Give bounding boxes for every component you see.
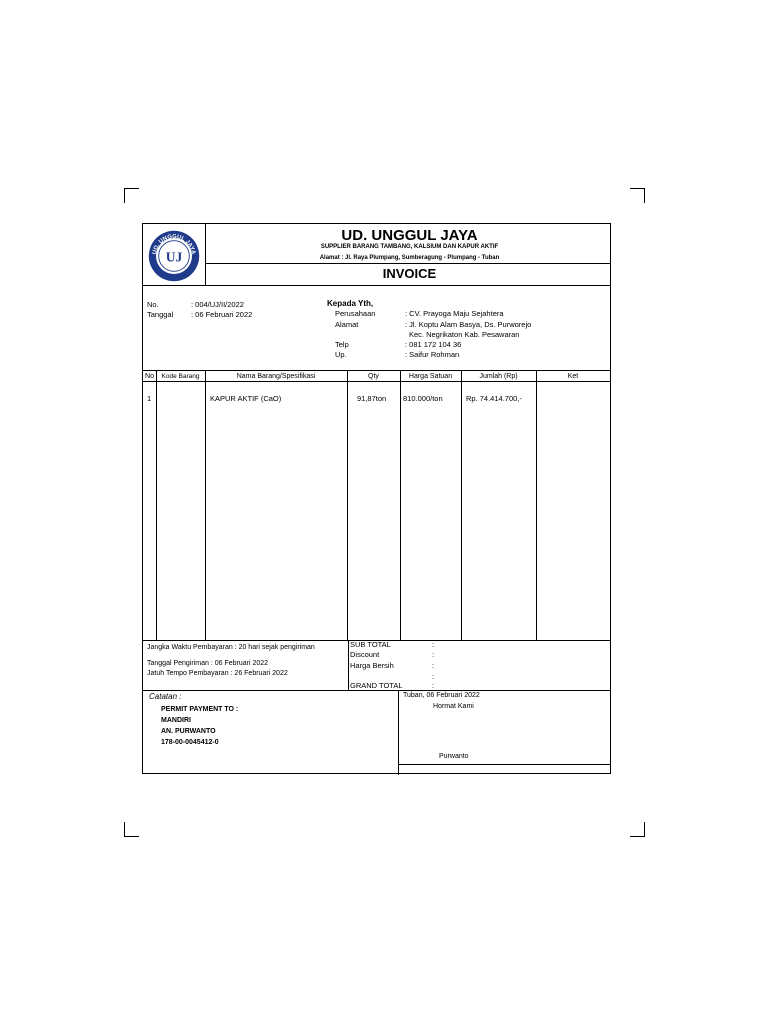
company-address: Alamat : Jl. Raya Plumpang, Sumberagung - Plumpang - Tuban: [319, 255, 500, 261]
recipient-heading: Kepada Yth,: [327, 299, 374, 308]
invoice-sheet: [142, 223, 611, 774]
col-header-nama: Nama Barang/Spesifikasi: [236, 373, 316, 380]
signature-name: Purwanto: [439, 753, 469, 760]
ship-date: Tanggal Pengiriman : 06 Februari 2022: [147, 660, 269, 667]
company-tagline: SUPPLIER BARANG TAMBANG, KALSIUM DAN KAPUR AKTIF: [320, 244, 499, 250]
notes-line-1: PERMIT PAYMENT TO :: [161, 706, 239, 713]
col-divider-5: [461, 370, 462, 640]
col-divider-2: [205, 370, 206, 640]
invoice-title: INVOICE: [382, 266, 437, 281]
signature-place-date: Tuban, 06 Februari 2022: [403, 692, 480, 699]
crop-mark-bottom-right: [630, 822, 645, 837]
title-rule-top: [143, 285, 610, 286]
due-date: Jatuh Tempo Pembayaran : 26 Februari 2022: [147, 670, 288, 677]
table-header-rule: [143, 381, 610, 382]
blank-line-colon: :: [432, 672, 435, 681]
invoice-date-value: : 06 Februari 2022: [191, 310, 253, 319]
grand-total-label: GRAND TOTAL: [350, 681, 403, 690]
net-price-label: Harga Bersih: [350, 661, 394, 670]
crop-mark-bottom-left: [124, 822, 139, 837]
company-name: UD. UNGGUL JAYA: [341, 227, 478, 244]
recipient-address-label: Alamat: [335, 320, 359, 329]
col-header-qty: Qty: [368, 373, 379, 380]
notes-line-2: MANDIRI: [161, 717, 191, 724]
company-logo-icon: [147, 229, 201, 283]
recipient-company-label: Perusahaan: [335, 309, 376, 318]
col-divider-3: [347, 370, 348, 640]
discount-label: Discount: [350, 650, 380, 659]
col-header-kode: Kode Barang: [161, 373, 200, 380]
col-divider-6: [536, 370, 537, 640]
row-1-nama: KAPUR AKTIF (CaO): [210, 394, 282, 403]
recipient-company-value: : CV. Prayoga Maju Sejahtera: [405, 309, 504, 318]
invoice-date-label: Tanggal: [147, 310, 174, 319]
col-divider-4: [400, 370, 401, 640]
row-1-harga: 810.000/ton: [403, 394, 443, 403]
col-header-no: No: [145, 373, 154, 380]
notes-heading: Catatan :: [149, 692, 182, 701]
discount-colon: :: [432, 650, 435, 659]
row-1-no: 1: [147, 394, 152, 403]
notes-line-3: AN. PURWANTO: [161, 728, 216, 735]
net-price-colon: :: [432, 661, 435, 670]
recipient-address-line2: Kec. Negrikaton Kab. Pesawaran: [409, 330, 520, 339]
signature-rule: [398, 764, 610, 765]
crop-mark-top-right: [630, 188, 645, 203]
crop-mark-top-left: [124, 188, 139, 203]
recipient-attn-label: Up.: [335, 350, 347, 359]
notes-line-4: 178-00-0045412-0: [161, 739, 219, 746]
totals-divider: [348, 640, 349, 690]
subtotal-label: SUB TOTAL: [350, 640, 391, 649]
col-divider-1: [156, 370, 157, 640]
header-rule-inner: [205, 263, 610, 264]
signature-closing: Hormat Kami: [433, 703, 474, 710]
logo-ring-text: UD. UNGGUL JAYA: [152, 233, 196, 255]
row-1-jumlah: Rp. 74.414.700,-: [466, 394, 522, 403]
subtotal-colon: :: [432, 640, 435, 649]
col-header-harga: Harga Satuan: [408, 373, 453, 380]
logo-divider: [205, 224, 206, 285]
recipient-phone-value: : 081 172 104 36: [405, 340, 462, 349]
payment-period: Jangka Waktu Pembayaran : 20 hari sejak pengiriman: [147, 644, 315, 651]
recipient-phone-label: Telp: [335, 340, 349, 349]
footer-rule: [143, 690, 610, 691]
grand-total-colon: :: [432, 681, 435, 690]
invoice-no-label: No.: [147, 300, 159, 309]
logo-mark-text: UJ: [165, 249, 183, 265]
recipient-address-line1: : Jl. Koptu Alam Basya, Ds. Purworejo: [405, 320, 532, 329]
row-1-qty: 91,87ton: [357, 394, 387, 403]
logo-bottom-text: TUBAN: [164, 263, 184, 272]
footer-divider: [398, 690, 399, 775]
table-top-rule: [143, 370, 610, 371]
invoice-no-value: : 004/UJ/II/2022: [191, 300, 244, 309]
col-header-ket: Ket: [567, 373, 579, 380]
col-header-jumlah: Jumlah (Rp): [479, 373, 518, 380]
recipient-attn-value: : Saifur Rohman: [405, 350, 460, 359]
